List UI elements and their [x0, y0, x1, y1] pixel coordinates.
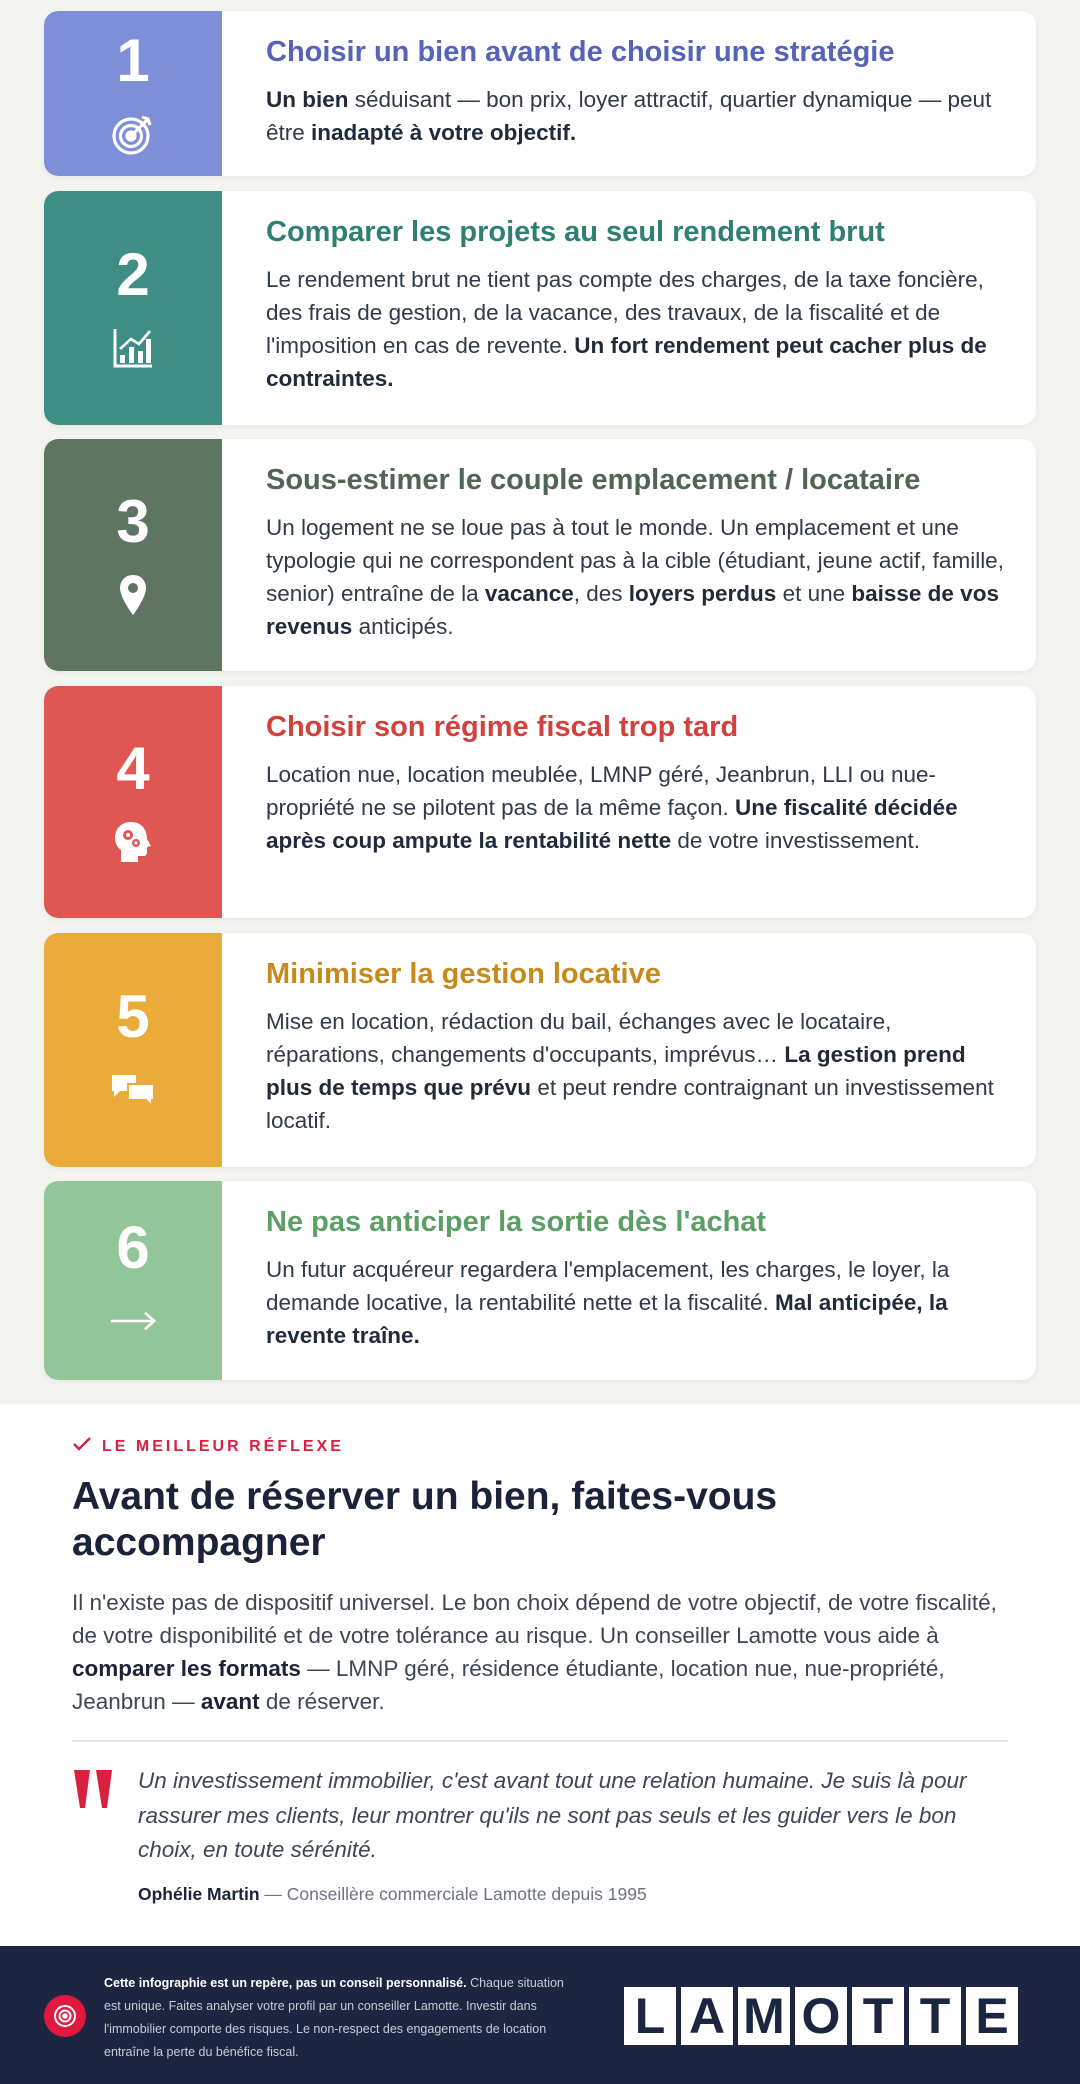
card-number-panel	[44, 686, 222, 918]
emphasis: comparer les formats	[72, 1656, 301, 1681]
card-title: Sous-estimer le couple emplacement / locataire	[266, 464, 921, 496]
bar-chart-icon	[110, 325, 156, 371]
emphasis: avant	[200, 1689, 260, 1714]
section-title: Avant de réserver un bien, faites-vous accompagner	[72, 1475, 778, 1564]
card-text: Un futur acquéreur regardera l'emplacement, les charges, le loyer, la demande locative, la rentabilité nette et la fiscalité. Mal anticipée, la revente traîne.	[266, 1257, 950, 1348]
quote-icon	[72, 1770, 116, 1810]
divider	[72, 1740, 1008, 1742]
card-number-panel	[44, 933, 222, 1167]
target-icon	[110, 111, 156, 157]
card-title: Choisir son régime fiscal trop tard	[266, 711, 739, 743]
card-number: 4	[116, 735, 150, 802]
card-number: 5	[116, 983, 150, 1050]
eyebrow	[72, 1436, 344, 1457]
section-lead: Il n'existe pas de dispositif universel. Le bon choix dépend de votre objectif, de votre fiscalité, de votre disponibilité et de votre tolérance au risque. Un conseiller Lamotte vous aide à comparer les formats — LMNP géré, résidence étudiante, location nue, nue-propriété, Jeanbrun — avant de réserver.	[72, 1590, 997, 1714]
author-role: — Conseillère commerciale Lamotte depuis 1995	[259, 1884, 647, 1904]
card-content	[266, 1205, 1014, 1352]
card-content	[266, 957, 1014, 1137]
mistake-card-6	[44, 1181, 1036, 1380]
logo-letter: L	[624, 1987, 676, 2045]
emphasis: Mal anticipée, la revente traîne.	[266, 1290, 948, 1348]
arrow-right-icon	[110, 1298, 156, 1344]
card-number-panel	[44, 191, 222, 425]
mistake-card-5	[44, 933, 1036, 1167]
author-name: Ophélie Martin	[138, 1884, 260, 1904]
chat-bubbles-icon	[110, 1067, 156, 1113]
card-text: Un bien séduisant — bon prix, loyer attractif, quartier dynamique — peut être inadapté à votre objectif.	[266, 87, 992, 145]
logo-letter: T	[909, 1987, 961, 2045]
logo-letter: O	[795, 1987, 847, 2045]
emphasis: Un bien	[266, 87, 349, 112]
disclaimer	[104, 1972, 574, 2064]
card-content	[266, 35, 1014, 149]
emphasis: Un fort rendement peut cacher plus de contraintes.	[266, 333, 987, 391]
card-number: 1	[116, 26, 150, 94]
emphasis: La gestion prend plus de temps que prévu	[266, 1042, 966, 1100]
mistake-card-2	[44, 191, 1036, 425]
card-title: Choisir un bien avant de choisir une stratégie	[266, 36, 895, 68]
emphasis: inadapté à votre objectif.	[311, 120, 577, 145]
card-text: Location nue, location meublée, LMNP géré, Jeanbrun, LLI ou nue-propriété ne se pilotent pas de la même façon. Une fiscalité décidée après coup ampute la rentabilité nette de votre investissement.	[266, 762, 958, 853]
testimonial-author	[138, 1884, 647, 1905]
logo-letter: T	[852, 1987, 904, 2045]
card-text: Le rendement brut ne tient pas compte des charges, de la taxe foncière, des frais de gestion, de la vacance, des travaux, de la fiscalité et de l'imposition en cas de revente. Un fort rendement peut cacher plus de contraintes.	[266, 267, 987, 391]
emphasis: Une fiscalité décidée après coup ampute la rentabilité nette	[266, 795, 958, 853]
mistake-card-1	[44, 11, 1036, 176]
card-text: Mise en location, rédaction du bail, échanges avec le locataire, réparations, changements d'occupants, imprévus… La gestion prend plus de temps que prévu et peut rendre contraignant un investissement locatif.	[266, 1009, 994, 1133]
card-title: Ne pas anticiper la sortie dès l'achat	[266, 1206, 767, 1238]
logo-letter: A	[681, 1987, 733, 2045]
card-content	[266, 710, 1014, 857]
head-gears-icon	[110, 819, 156, 865]
card-content	[266, 463, 1014, 643]
card-title: Minimiser la gestion locative	[266, 958, 661, 990]
card-number-panel	[44, 1181, 222, 1380]
target-icon	[44, 1995, 86, 2037]
best-practice-section	[0, 1404, 1080, 1946]
emphasis: baisse de vos revenus	[266, 581, 999, 639]
lamotte-logo	[624, 1987, 1018, 2045]
card-text: Un logement ne se loue pas à tout le monde. Un emplacement et une typologie qui ne correspondent pas à la cible (étudiant, jeune actif, famille, senior) entraîne de la vacance, des loyers perdus et une baisse de vos revenus anticipés.	[266, 515, 1004, 639]
card-title: Comparer les projets au seul rendement brut	[266, 216, 885, 248]
emphasis: loyers perdus	[628, 581, 777, 606]
mistake-card-4	[44, 686, 1036, 918]
footer	[0, 1946, 1080, 2084]
disclaimer-bold: Cette infographie est un repère, pas un conseil personnalisé.	[104, 1976, 467, 1990]
testimonial-quote: Un investissement immobilier, c'est avant tout une relation humaine. Je suis là pour rassurer mes clients, leur montrer qu'ils ne sont pas seuls et les guider vers le bon choix, en toute sérénité.	[138, 1768, 967, 1862]
logo-letter: E	[966, 1987, 1018, 2045]
card-content	[266, 215, 1014, 395]
card-number: 3	[116, 488, 150, 555]
checkmark-icon	[72, 1436, 92, 1457]
eyebrow-label: LE MEILLEUR RÉFLEXE	[102, 1437, 344, 1455]
card-number: 2	[116, 241, 150, 308]
card-number-panel	[44, 11, 222, 176]
disclaimer-text: Chaque situation est unique. Faites analyser votre profil par un conseiller Lamotte. Investir dans l'immobilier comporte des risques. Le non-respect des engagements de location entraîne la perte du bénéfice fiscal.	[104, 1976, 564, 2059]
card-number-panel	[44, 439, 222, 671]
location-pin-icon	[110, 572, 156, 618]
logo-letter: M	[738, 1987, 790, 2045]
emphasis: vacance	[484, 581, 574, 606]
card-number: 6	[116, 1213, 150, 1281]
mistake-card-3	[44, 439, 1036, 671]
